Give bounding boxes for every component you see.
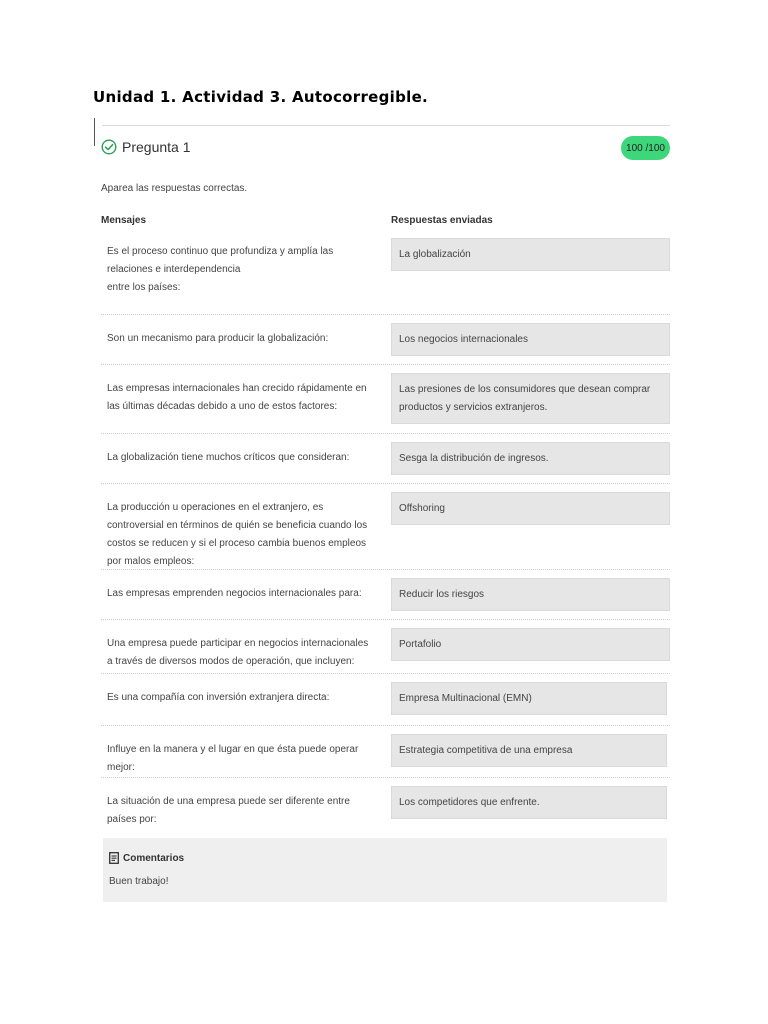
row-divider [101,483,670,484]
row-answer-7: Portafolio [391,628,670,661]
top-divider [102,125,670,126]
row-divider [101,314,670,315]
row-answer-8: Empresa Multinacional (EMN) [391,682,667,715]
row-message-1: Es el proceso continuo que profundiza y amplía las relaciones e interdependencia entre los países: [107,246,334,293]
document-title: Unidad 1. Actividad 3. Autocorregible. [93,88,429,106]
row-message-3: Las empresas internacionales han crecido rápidamente en las últimas décadas debido a uno de estos factores: [107,383,367,412]
row-divider [101,619,670,620]
left-border [94,118,95,146]
row-divider [101,777,670,778]
row-answer-5: Offshoring [391,492,670,525]
comments-text: Buen trabajo! [109,876,169,887]
row-divider [101,725,670,726]
document-icon [109,852,119,864]
quiz-screenshot [94,118,676,908]
row-message-7: Una empresa puede participar en negocios internacionales a través de diversos modos de operación, que incluyen: [107,638,369,667]
row-answer-9: Estrategia competitiva de una empresa [391,734,667,767]
row-divider [101,433,670,434]
row-answer-3: Las presiones de los consumidores que desean comprar productos y servicios extranjeros. [391,373,670,424]
question-header [101,139,191,155]
column-header-messages: Mensajes [101,215,147,226]
row-answer-2: Los negocios internacionales [391,323,670,356]
row-divider [101,569,670,570]
row-message-8: Es una compañía con inversión extranjera directa: [107,692,330,703]
row-message-5: La producción u operaciones en el extranjero, es controversial en términos de quién se beneficia cuando los costos se reducen y si el proceso cambia buenos empleos por malos empleos: [107,502,368,567]
row-answer-4: Sesga la distribución de ingresos. [391,442,670,475]
comments-panel [103,838,667,902]
comments-header [109,852,184,864]
row-answer-1: La globalización [391,238,670,271]
row-divider [101,673,670,674]
row-answer-10: Los competidores que enfrente. [391,786,667,819]
row-message-9: Influye en la manera y el lugar en que ésta puede operar mejor: [107,744,359,773]
score-badge: 100 /100 [621,136,670,160]
row-message-6: Las empresas emprenden negocios internacionales para: [107,588,362,599]
question-instruction: Aparea las respuestas correctas. [101,183,248,194]
row-divider [101,364,670,365]
check-circle-icon [101,139,117,155]
row-message-2: Son un mecanismo para producir la globalización: [107,333,329,344]
row-message-4: La globalización tiene muchos críticos que consideran: [107,452,350,463]
comments-title: Comentarios [123,852,185,864]
row-answer-6: Reducir los riesgos [391,578,670,611]
question-title: Pregunta 1 [122,139,191,155]
row-message-10: La situación de una empresa puede ser diferente entre países por: [107,796,350,825]
column-header-answers: Respuestas enviadas [391,215,493,226]
